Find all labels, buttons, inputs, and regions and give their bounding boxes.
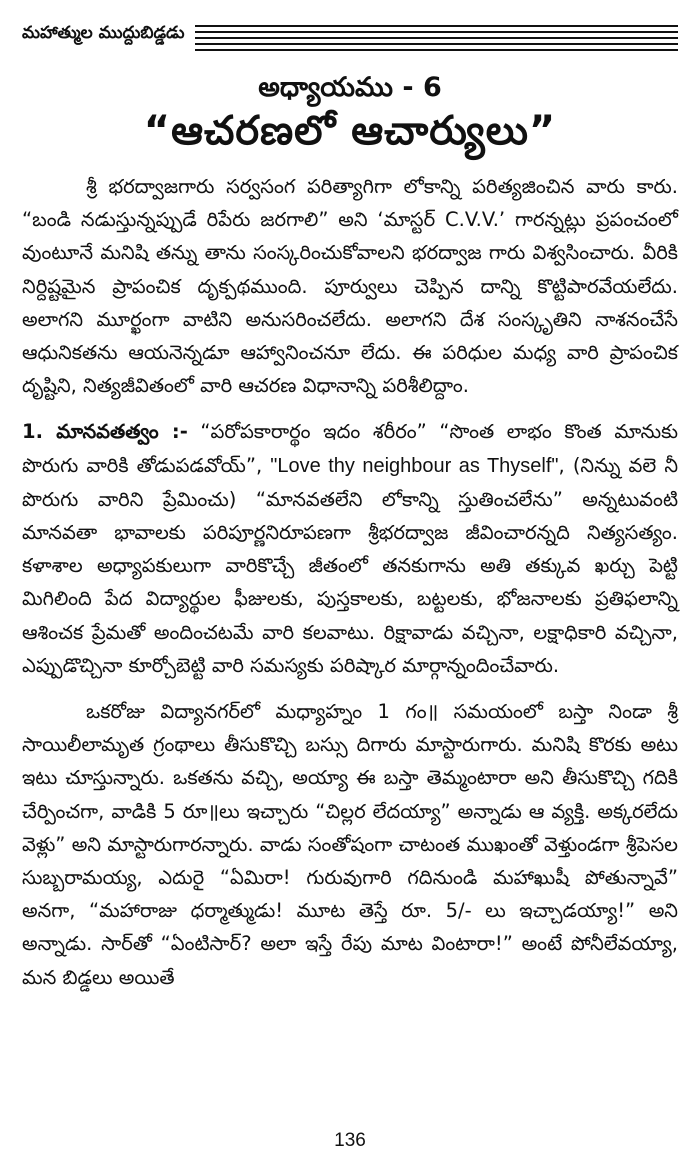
paragraph-humanity-part1: “పరోపకారార్థం ఇదం శరీరం” “సొంత లాభం కొంత మానుకు పొరుగు వారికి తోడుపడవోయ్”, [22, 420, 678, 477]
paragraph-humanity-part2: , (నిన్ను వలె నీ పొరుగు వారిని ప్రేమించు) “మానవతలేని లోకాన్ని స్తుతించలేను” అన్నటువంటి మానవతా భావాలకు పరిపూర్ణనిరూపణగా శ్రీభరద్వాజ జీవించారన్నది నిత్యసత్యం. కళాశాల అధ్యాపకులుగా వారికొచ్చే జీతంలో తనకుగాను అతి తక్కువ ఖర్చు పెట్టి మిగిలింది పేద విద్యార్థుల ఫీజులకు, పుస్తకాలకు, బట్టలకు, భోజనాలకు ప్రతిఫలాన్ని ఆశించక ప్రేమతో అందించటమే వారి కలవాటు. రిక్షావాడు వచ్చినా, లక్షాధికారి వచ్చినా, ఎప్పుడొచ్చినా కూర్చోబెట్టి వారి సమస్యకు పరిష్కార మార్గాన్నందించేవారు. [22, 453, 679, 677]
paragraph-anecdote: ఒకరోజు విద్యానగర్‌లో మధ్యాహ్నం 1 గం॥ సమయంలో బస్తా నిండా శ్రీ సాయిలీలామృత గ్రంథాలు తీసుకొచ్చి బస్సు దిగారు మాస్టారుగారు. మనిషి కొరకు అటు ఇటు చూస్తున్నారు. ఒకతను వచ్చి, అయ్యా ఈ బస్తా తెమ్మంటారా అని తీసుకొచ్చి గదికి చేర్పించగా, వాడికి 5 రూ॥లు ఇచ్చారు “చిల్లర లేదయ్యా” అన్నాడు ఆ వ్యక్తి. అక్కరలేదు వెళ్లు” అని మాస్టారుగారన్నారు. వాడు సంతోషంగా చాటంత ముఖంతో వెళ్తుండగా శ్రీపెసల సుబ్బరామయ్య, ఎదురై “ఏమిరా! గురువుగారి గదినుండి మహాఖుషీ పోతున్నావే” అనగా, “మహారాజు ధర్మాత్ముడు! మూట తెస్తే రూ. 5/- లు ఇచ్చాడయ్యా!” అని అన్నాడు. సార్‌తో “ఏంటిసార్? అలా ఇస్తే రేపు మాట వింటారా!” అంటే పోనీలేవయ్యా, మన బిడ్డలు అయితే [22, 700, 678, 989]
body-text [22, 170, 678, 994]
running-header [22, 22, 678, 56]
header-rule-lines [195, 25, 678, 51]
section-heading-humanity: 1. మానవతత్వం :- [22, 420, 188, 444]
paragraph-intro: శ్రీ భరద్వాజగారు సర్వసంగ పరిత్యాగిగా లోకాన్ని పరిత్యజించిన వారు కారు. “బండి నడుస్తున్నప్పుడే రిపేరు జరగాలి” అని ‘మాస్టర్ C.V.V.’ గారన్నట్లు ప్రపంచంలో వుంటూనే మనిషి తన్ను తాను సంస్కరించుకోవాలని భరద్వాజ గారు విశ్వసించారు. వీరికి నిర్దిష్టమైన ప్రాపంచిక దృక్పథముంది. పూర్వులు చెప్పిన దాన్ని కొట్టిపారవేయలేదు. అలాగని మూర్ఖంగా వాటిని అనుసరించలేదు. అలాగని దేశ సంస్కృతిని నాశనంచేసే ఆధునికతను ఆయనెన్నడూ ఆహ్వానించనూ లేదు. ఈ పరిధుల మధ్య వారి ప్రాపంచిక దృష్టిని, నిత్యజీవితంలో వారి ఆచరణ విధానాన్ని పరిశీలిద్దాం. [22, 175, 678, 398]
page-number: 136 [334, 1130, 366, 1151]
chapter-label: అధ్యాయము - 6 [258, 72, 442, 103]
paragraph-humanity [22, 415, 678, 682]
chapter-title: “ఆచరణలో ఆచార్యులు” [143, 108, 557, 154]
english-quote: "Love thy neighbour as Thyself" [270, 454, 559, 477]
running-title: మహాత్ముల ముద్దుబిడ్డడు [22, 23, 185, 43]
